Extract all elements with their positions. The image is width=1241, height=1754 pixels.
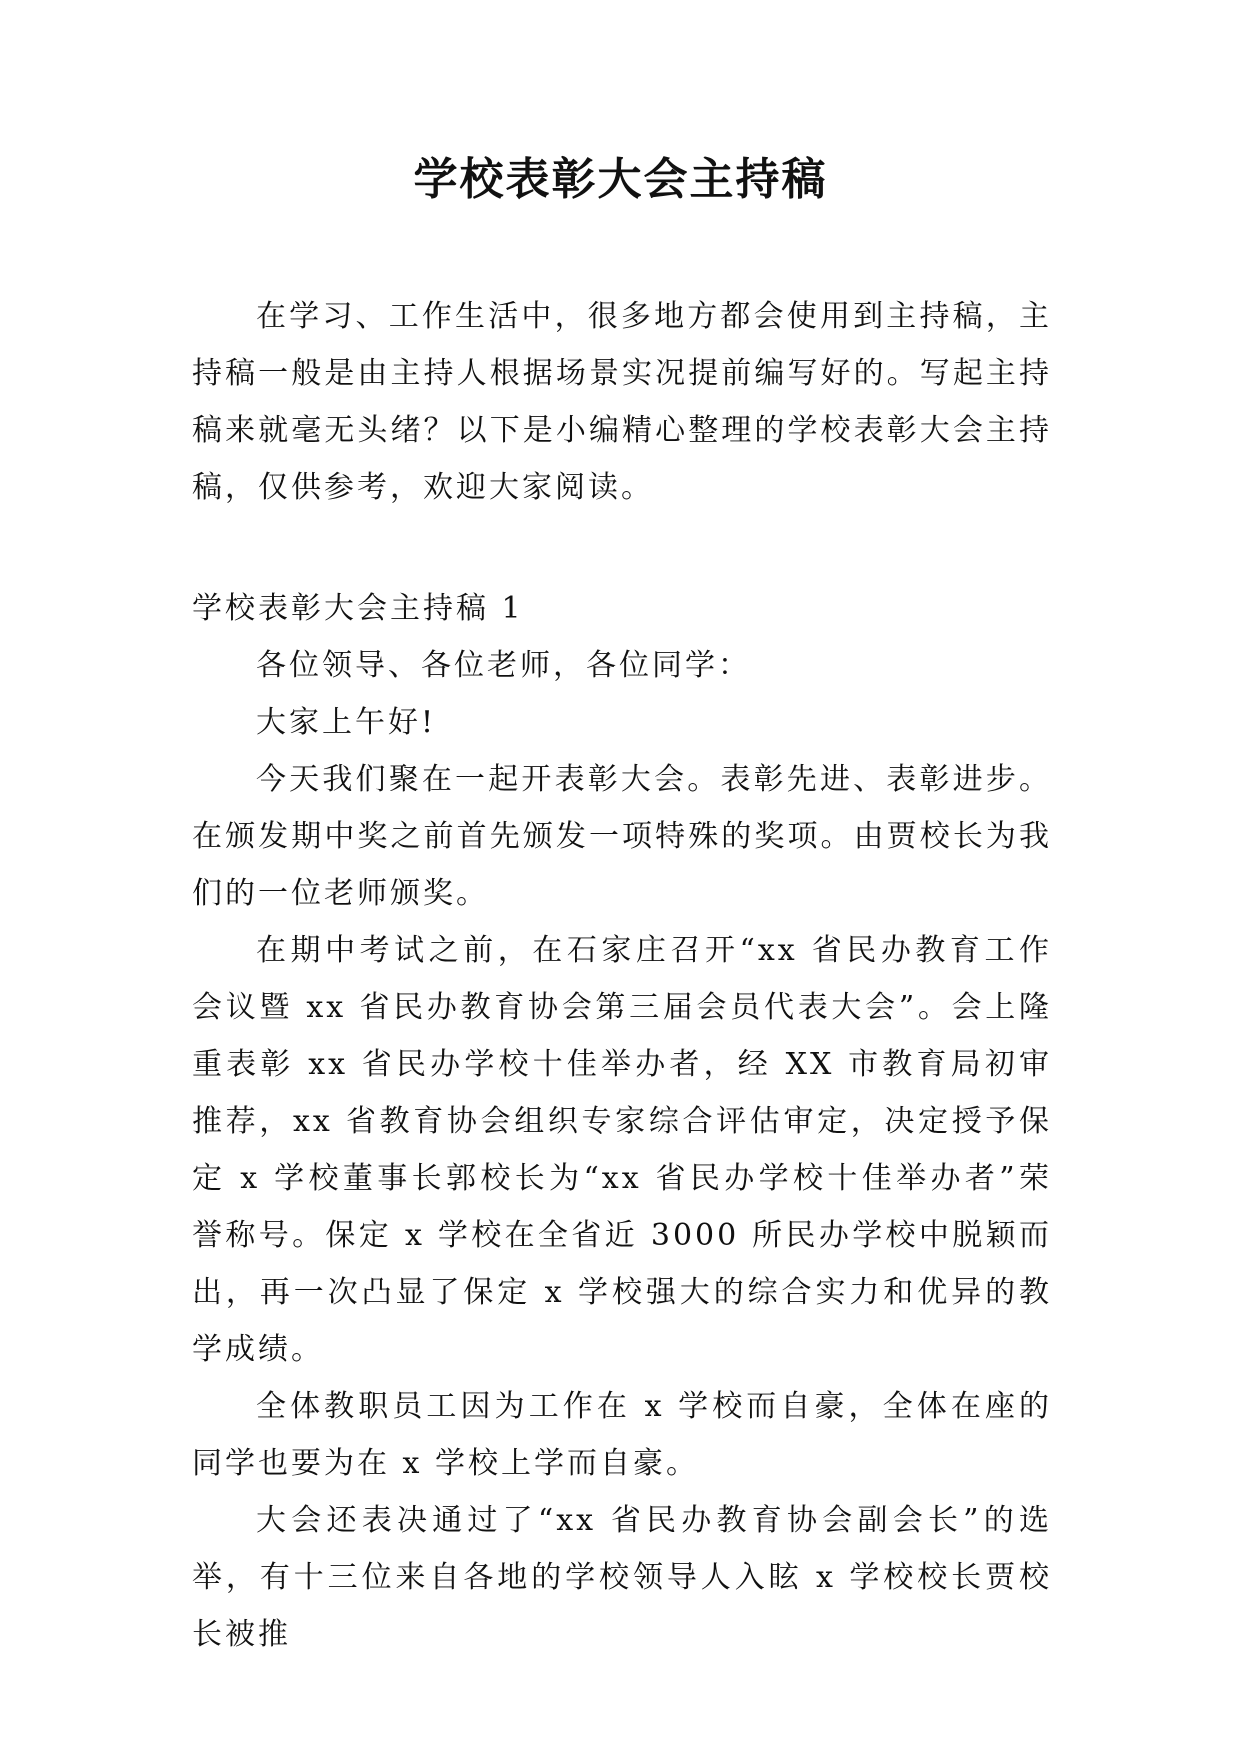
intro-paragraph: 在学习、工作生活中，很多地方都会使用到主持稿，主持稿一般是由主持人根据场景实况提前编写好的。写起主持稿来就毫无头绪？以下是小编精心整理的学校表彰大会主持稿，仅供参考，欢迎大家阅读。 <box>192 299 1052 505</box>
salutation-paragraph: 大家上午好! <box>256 705 437 740</box>
intro-block <box>192 288 1052 516</box>
body-paragraph: 大会还表决通过了“xx 省民办教育协会副会长”的选举，有十三位来自各地的学校领导人入眩 x 学校校长贾校长被推 <box>192 1503 1052 1652</box>
body-paragraph: 在期中考试之前，在石家庄召开“xx 省民办教育工作会议暨 xx 省民办教育协会第三届会员代表大会”。会上隆重表彰 xx 省民办学校十佳举办者，经 XX 市教育局初审推荐，xx 省教育协会组织专家综合评估审定，决定授予保定 x 学校董事长郭校长为“xx 省民办学校十佳举办者”荣誉称号。保定 x 学校在全省近 3000 所民办学校中脱颖而出，再一次凸显了保定 x 学校强大的综合实力和优异的教学成绩。 <box>192 933 1052 1367</box>
body-paragraph: 全体教职员工因为工作在 x 学校而自豪，全体在座的同学也要为在 x 学校上学而自豪。 <box>192 1389 1052 1481</box>
body-paragraph: 今天我们聚在一起开表彰大会。表彰先进、表彰进步。在颁发期中奖之前首先颁发一项特殊的奖项。由贾校长为我们的一位老师颁奖。 <box>192 762 1052 911</box>
greeting-paragraph: 各位领导、各位老师，各位同学： <box>256 648 751 683</box>
document-title: 学校表彰大会主持稿 <box>413 154 828 205</box>
section-heading: 学校表彰大会主持稿 1 <box>192 591 524 626</box>
document-body <box>192 580 1052 1663</box>
